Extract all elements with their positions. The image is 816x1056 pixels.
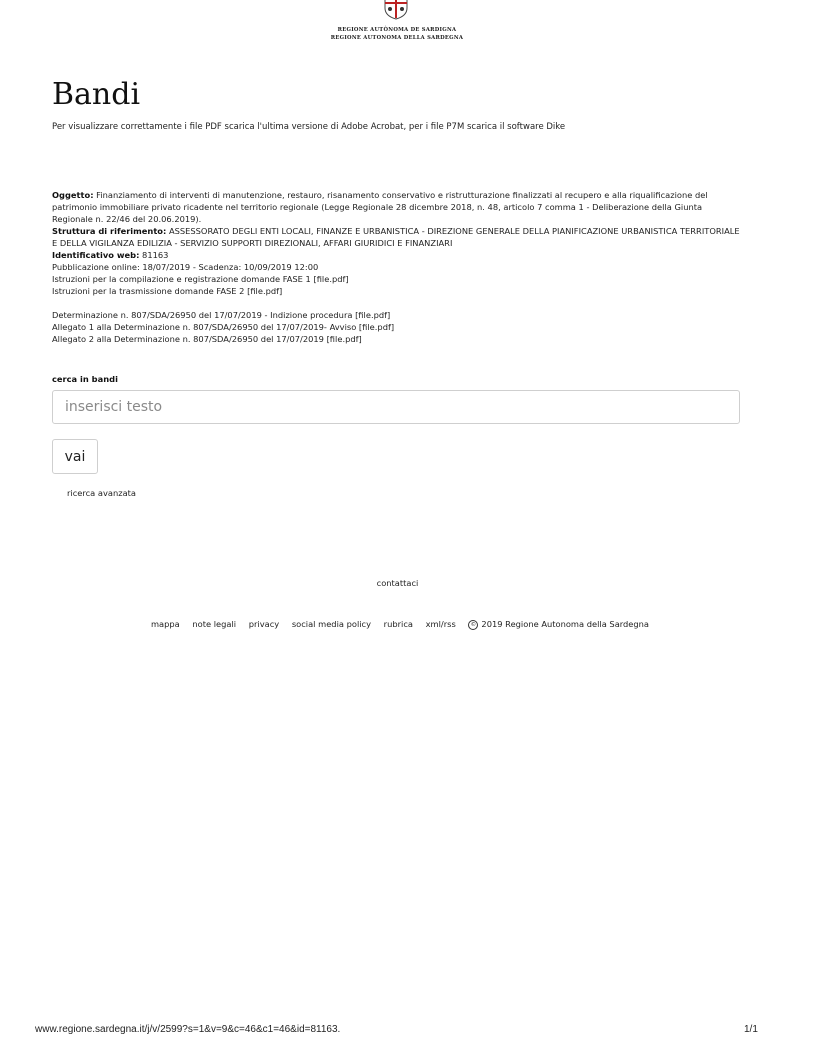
istruzioni-fase2-link[interactable]: Istruzioni per la trasmissione domande FASE 2 [file.pdf]: [52, 286, 283, 296]
struttura-row: [52, 225, 742, 249]
search-input[interactable]: [52, 390, 740, 424]
oggetto-label: Oggetto:: [52, 190, 94, 200]
footer-link-rubrica[interactable]: rubrica: [383, 619, 413, 629]
copyright: [468, 619, 649, 629]
identificativo-value: 81163: [139, 250, 169, 260]
oggetto-row: [52, 189, 742, 225]
logo-text-sardinian: REGIONE AUTÒNOMA DE SARDIGNA: [337, 27, 457, 33]
footer-link-xml-rss[interactable]: xml/rss: [425, 619, 456, 629]
allegato-2-link[interactable]: Allegato 2 alla Determinazione n. 807/SDA/26950 del 17/07/2019 [file.pdf]: [52, 334, 362, 344]
struttura-text: ASSESSORATO DEGLI ENTI LOCALI, FINANZE E URBANISTICA - DIREZIONE GENERALE DELLA PIANIFICAZIONE URBANISTICA TERRITORIALE E DELLA VIGILANZA EDILIZIA - SERVIZIO SUPPORTI DIREZIONALI, AFFARI GIURIDICI E FINANZIARI: [52, 226, 740, 248]
footer-link-note-legali[interactable]: note legali: [192, 619, 237, 629]
pubblicazione-text: Pubblicazione online: 18/07/2019 - Scadenza: 10/09/2019 12:00: [52, 262, 319, 272]
search-label: cerca in bandi: [52, 374, 118, 384]
struttura-label: Struttura di riferimento:: [52, 226, 167, 236]
logo-text-italian: REGIONE AUTONOMA DELLA SARDEGNA: [330, 35, 464, 41]
footer-link-mappa[interactable]: mappa: [150, 619, 180, 629]
spacer: [52, 297, 742, 309]
determinazione-link[interactable]: Determinazione n. 807/SDA/26950 del 17/07/2019 - Indizione procedura [file.pdf]: [52, 310, 391, 320]
copyright-text: 2019 Regione Autonoma della Sardegna: [481, 619, 650, 629]
advanced-search-link[interactable]: ricerca avanzata: [67, 488, 137, 498]
page-title: Bandi: [52, 77, 141, 112]
print-page-number: 1/1: [744, 1024, 758, 1035]
print-url: www.regione.sardegna.it/j/v/2599?s=1&v=9&c=46&c1=46&id=81163.: [35, 1024, 341, 1035]
footer-link-privacy[interactable]: privacy: [248, 619, 280, 629]
istruzioni-fase1-link[interactable]: Istruzioni per la compilazione e registrazione domande FASE 1 [file.pdf]: [52, 274, 349, 284]
footer-links: [0, 619, 795, 630]
intro-text: Per visualizzare correttamente i file PDF scarica l'ultima versione di Adobe Acrobat, per i file P7M scarica il software Dike: [52, 122, 566, 132]
footer-link-social-media-policy[interactable]: social media policy: [291, 619, 372, 629]
identificativo-row: [52, 249, 742, 261]
search-button[interactable]: vai: [52, 439, 98, 474]
oggetto-text: Finanziamento di interventi di manutenzione, restauro, risanamento conservativo e ristrutturazione finalizzati al recupero e alla riqualificazione del patrimonio immobiliare privato ricadente nel territorio regionale (Legge Regionale 28 dicembre 2018, n. 48, articolo 7 comma 1 - Deliberazione della Giunta Regionale n. 22/46 del 20.06.2019).: [52, 190, 708, 224]
copyright-icon: ©: [468, 620, 478, 630]
identificativo-label: Identificativo web:: [52, 250, 140, 260]
contact-link[interactable]: contattaci: [376, 578, 419, 588]
region-logo[interactable]: [330, 0, 464, 46]
bando-details: [52, 189, 742, 345]
allegato-1-link[interactable]: Allegato 1 alla Determinazione n. 807/SDA/26950 del 17/07/2019- Avviso [file.pdf]: [52, 322, 395, 332]
sardinia-coat-of-arms-icon: [379, 0, 413, 20]
